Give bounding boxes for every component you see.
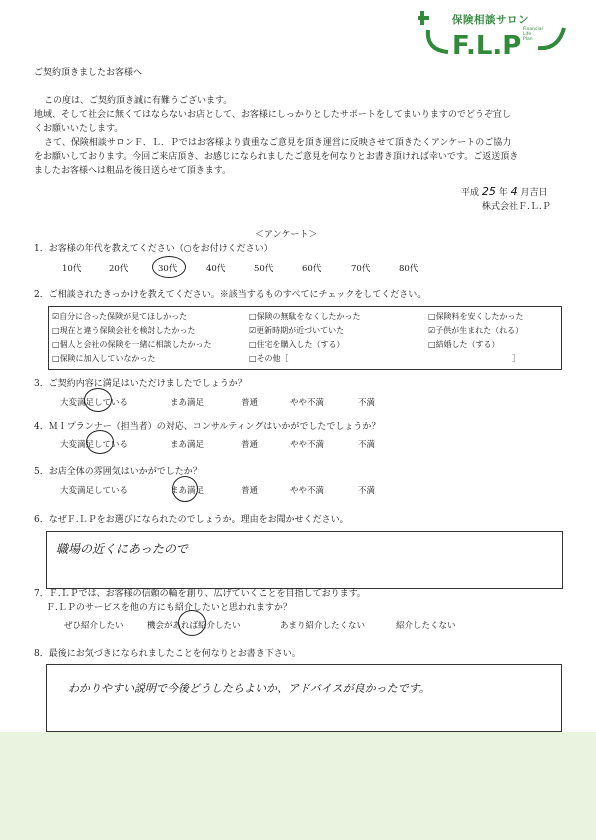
q1-label: 1．お客様の年代を教えてください（○をお付けください） [34,244,273,254]
q1-selected-circle [152,256,186,278]
logo-subtitle: Financial Life Plan [523,27,543,42]
q3-selected-circle [84,388,112,412]
date: 平成 25 年 4 月吉日 [461,185,548,198]
logo-title: 保険相談サロン [452,14,529,26]
q2-option-10[interactable]: □保険に加入していなかった [52,354,156,363]
q1-option-40s[interactable]: 40代 [206,264,226,274]
q2-option-7[interactable]: □個人と会社の保険を一緒に相談したかった [52,340,212,349]
q7-label-1: 7．Ｆ.ＬＰでは、お客様の信頼の輪を創り、広げていくことを目指しております。 [34,589,366,599]
q7-label-2: Ｆ.ＬＰのサービスを他の方にも紹介したいと思われますか？ [46,603,292,613]
q2-option-2[interactable]: □保険の無駄をなくしたかった [249,312,361,321]
q2-label: 2．ご相談されたきっかけを教えてください。※該当するものすべてにチェックをしてください。 [34,290,427,300]
q5-option-somewhat-unsatisfied[interactable]: やや不満 [290,486,325,496]
q4-option-satisfied[interactable]: まあ満足 [170,440,205,450]
q5-selected-circle [172,476,198,502]
q5-option-very-satisfied[interactable]: 大変満足している [60,486,129,496]
q2-option-3[interactable]: □保険料を安くしたかった [428,312,524,321]
q7-option-if-chance[interactable]: 機会があれば紹介したい [147,621,241,631]
survey-title: ＜アンケート＞ [255,230,318,240]
intro-line-4: さて、保険相談サロンＦ．Ｌ．Ｐではお客様より貴重なご意見を頂き運営に反映させて頂きたくアンケートのご協力 [44,138,512,148]
q1-option-10s[interactable]: 10代 [62,264,82,274]
q2-option-4[interactable]: □現在と違う保険会社を検討したかった [52,326,196,335]
q3-option-somewhat-unsatisfied[interactable]: やや不満 [290,398,325,408]
company-name: 株式会社Ｆ.Ｌ.Ｐ [482,202,551,212]
q2-option-5[interactable]: ☑更新時期が近づいていた [249,326,345,335]
q1-option-60s[interactable]: 60代 [302,264,322,274]
q4-option-somewhat-unsatisfied[interactable]: やや不満 [290,440,325,450]
q1-option-20s[interactable]: 20代 [109,264,129,274]
q5-option-unsatisfied[interactable]: 不満 [358,486,376,496]
q2-option-other-close: ］ [512,354,520,363]
q2-option-1[interactable]: ☑自分に合った保険が見てほしかった [52,312,188,321]
q1-option-50s[interactable]: 50代 [254,264,274,274]
intro-line-1: この度は、ご契約頂き誠に有難うございます。 [44,96,233,106]
q1-option-80s[interactable]: 80代 [399,264,419,274]
q3-option-satisfied[interactable]: まあ満足 [170,398,205,408]
svg-text:F.L.P: F.L.P [452,31,522,60]
q2-option-6[interactable]: ☑子供が生まれた（れる） [428,326,524,335]
intro-line-2: 地域、そして社会に無くてはならないお店として、お客様にしっかりとしたサポートをしてまいりますのでどうぞ宜し [34,110,511,120]
q1-option-30s[interactable]: 30代 [158,264,178,274]
q4-selected-circle [86,430,114,454]
q4-option-very-satisfied[interactable]: 大変満足している [60,440,129,450]
greeting: ご契約頂きましたお客様へ [34,68,143,78]
q2-option-8[interactable]: □住宅を購入した（する） [249,340,345,349]
q7-option-not-really[interactable]: あまり紹介したくない [280,621,366,631]
intro-line-5: をお願いしております。今回ご来店頂き、お感じになられましたご意見を何なりとお書き頂ければ幸いです。ご返送頂き [34,152,519,162]
q7-option-definitely[interactable]: ぜひ紹介したい [64,621,124,631]
q3-option-unsatisfied[interactable]: 不満 [358,398,376,408]
q5-option-satisfied[interactable]: まあ満足 [170,486,205,496]
q3-option-neutral[interactable]: 普通 [241,398,259,408]
q2-option-9[interactable]: □結婚した（する） [428,340,500,349]
q2-option-other[interactable]: □その他［ [249,354,289,363]
q4-option-neutral[interactable]: 普通 [241,440,259,450]
intro-line-3: くお願いいたします。 [34,124,124,134]
q8-answer-box[interactable] [46,664,562,732]
q1-option-70s[interactable]: 70代 [351,264,371,274]
q8-label: 8．最後にお気づきになられましたことを何なりとお書き下さい。 [34,649,301,659]
q6-label: 6．なぜＦ.ＬＰをお選びになられたのでしょうか。理由をお聞かせください。 [34,515,349,525]
q7-option-no[interactable]: 紹介したくない [396,621,456,631]
q7-selected-circle [178,610,206,636]
q4-option-unsatisfied[interactable]: 不満 [358,440,376,450]
q5-option-neutral[interactable]: 普通 [241,486,259,496]
q4-label: 4．ＭＩプランナー（担当者）の対応、コンサルティングはいかがでしたでしょうか？ [34,422,381,432]
page-footer-band [0,732,596,840]
intro-line-6: ましたお客様へは粗品を後日送らせて頂きます。 [34,166,232,176]
q3-option-very-satisfied[interactable]: 大変満足している [60,398,129,408]
q8-answer: わかりやすい説明で今後どうしたらよいか、アドバイスが良かったです。 [68,682,430,695]
q6-answer: 職場の近くにあったので [56,542,188,556]
q3-label: 3．ご契約内容に満足はいただけましたでしょうか？ [34,379,247,389]
q5-label: 5．お店全体の雰囲気はいかがでしたか？ [34,467,202,477]
